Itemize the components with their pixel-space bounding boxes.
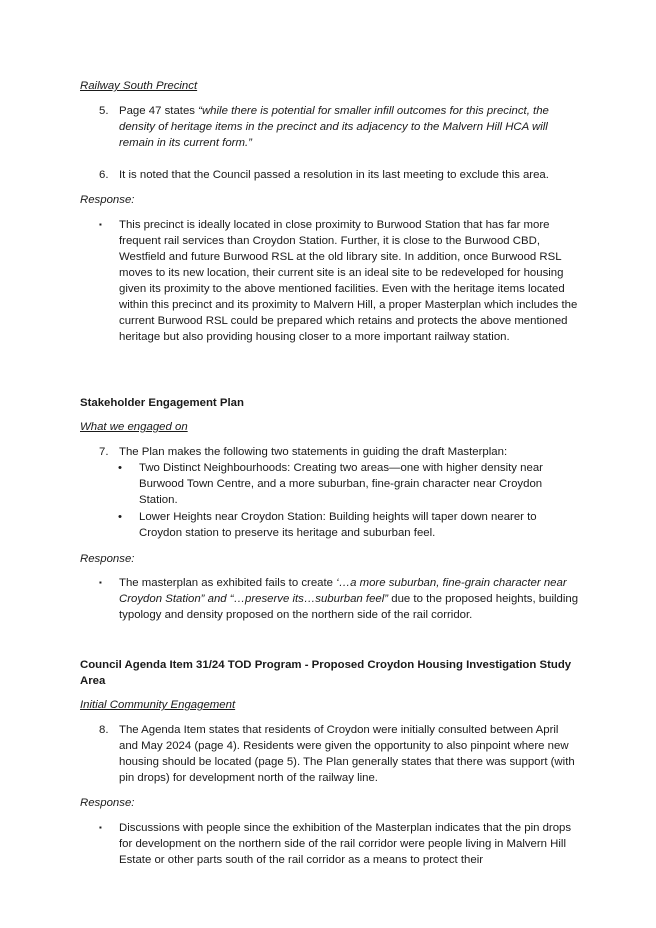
bullet-text-end: due to the proposed heights, building typology and density proposed on the northern side of the rail corridor. xyxy=(119,593,579,621)
response-label: Response: xyxy=(80,194,135,206)
round-bullet-icon: • xyxy=(118,462,122,474)
item-number: 7. xyxy=(99,446,109,458)
item-number: 6. xyxy=(99,169,109,181)
bullet-quote: ‘…a more suburban, fine-grain character near Croydon Station” and “…preserve its…suburban feel” xyxy=(119,577,567,605)
square-bullet-icon: ▪ xyxy=(99,823,102,832)
response-label: Response: xyxy=(80,797,135,809)
sub-bullet-text: Two Distinct Neighbourhoods: Creating two areas—one with higher density near Burwood Town Centre, and a more suburban, fine-grain character near Croydon Station. xyxy=(139,462,543,506)
item-text: The Agenda Item states that residents of Croydon were initially consulted between April and May 2024 (page 4). Residents were given the opportunity to also pinpoint where new housing should be located (page 5). The Plan generally states that there was support (with pin drops) for development north of the railway line. xyxy=(119,724,575,784)
square-bullet-icon: ▪ xyxy=(99,220,102,229)
item-text: It is noted that the Council passed a resolution in its last meeting to exclude this area. xyxy=(119,169,549,181)
item-number: 8. xyxy=(99,724,109,736)
sub-bullet-2 xyxy=(118,509,568,541)
stakeholder-title: Stakeholder Engagement Plan xyxy=(80,397,244,409)
item-number: 5. xyxy=(99,105,109,117)
railway-south-heading: Railway South Precinct xyxy=(80,80,198,92)
sub-bullet-1 xyxy=(118,460,568,508)
item-quote: “while there is potential for smaller infill outcomes for this precinct, the density of heritage items in the precinct and its adjacency to the Malvern Hill HCA will remain in its current form.” xyxy=(119,105,549,149)
response-bullet xyxy=(99,820,581,868)
list-item-7 xyxy=(99,444,579,460)
response-bullet xyxy=(99,575,581,623)
item-text: Page 47 states xyxy=(119,105,199,117)
item-text: The Plan makes the following two statements in guiding the draft Masterplan: xyxy=(119,446,508,458)
list-item-5 xyxy=(99,103,579,151)
bullet-text: The masterplan as exhibited fails to create xyxy=(119,577,337,589)
sub-bullet-text: Lower Heights near Croydon Station: Building heights will taper down nearer to Croydon station to preserve its heritage and suburban feel. xyxy=(139,511,537,539)
square-bullet-icon: ▪ xyxy=(99,578,102,587)
stakeholder-subheading: What we engaged on xyxy=(80,421,188,433)
response-bullet xyxy=(99,217,581,345)
round-bullet-icon: • xyxy=(118,511,122,523)
bullet-text: Discussions with people since the exhibition of the Masterplan indicates that the pin drops for development on the northern side of the rail corridor were people living in Malvern Hill Estate or other parts south of the rail corridor as a means to protect their xyxy=(119,822,572,866)
agenda-title: Council Agenda Item 31/24 TOD Program - Proposed Croydon Housing Investigation Study Area xyxy=(80,659,572,687)
agenda-subheading: Initial Community Engagement xyxy=(80,699,236,711)
list-item-8 xyxy=(99,722,579,786)
bullet-text: This precinct is ideally located in close proximity to Burwood Station that has far more frequent rail services than Croydon Station. Further, it is close to the Burwood CBD, Westfield and future Burwood RSL at the old library site. In addition, once Burwood RSL moves to its new location, their current site is an ideal site to be redeveloped for housing given its proximity to the above mentioned facilities. Even with the heritage items located within this precinct and its proximity to Malvern Hill, a proper Masterplan which includes the current Burwood RSL could be prepared which retains and protects the above mentioned heritage but also providing housing closer to a more important railway station. xyxy=(119,219,578,343)
list-item-6 xyxy=(99,167,579,183)
response-label: Response: xyxy=(80,553,135,565)
